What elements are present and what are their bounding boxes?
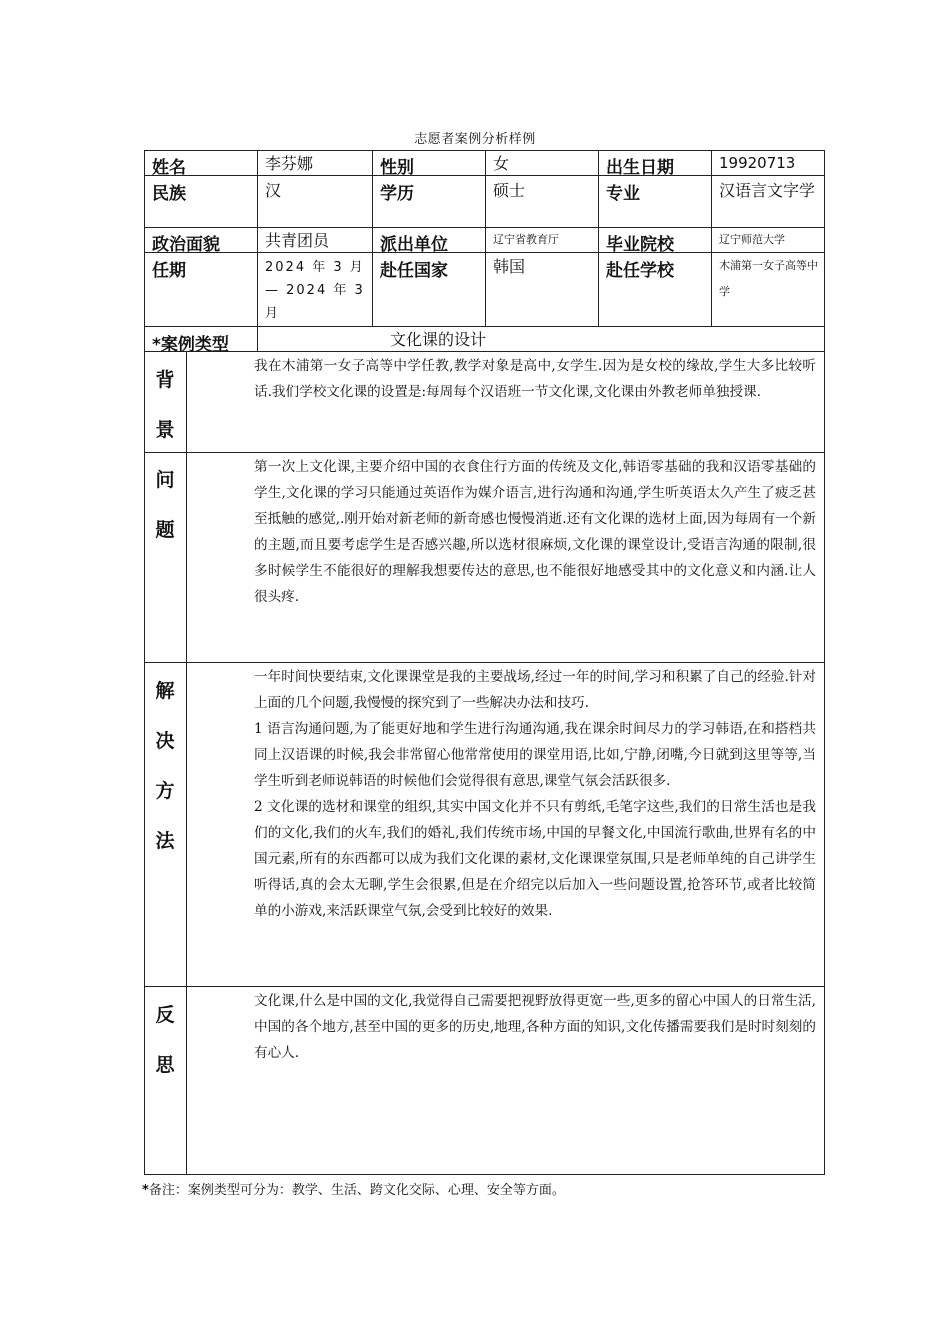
post-label: 赴任学校 — [606, 261, 674, 281]
education-label: 学历 — [380, 184, 414, 204]
term-label: 任期 — [152, 261, 186, 281]
major-label: 专业 — [606, 184, 640, 204]
gender-value: 女 — [493, 154, 510, 173]
name-label: 姓名 — [152, 158, 186, 178]
name-value: 李芬娜 — [265, 154, 314, 173]
country-label: 赴任国家 — [380, 261, 448, 281]
birth-value: 19920713 — [719, 154, 796, 172]
school-value: 辽宁师范大学 — [719, 233, 785, 246]
major-value: 汉语言文字学 — [719, 181, 816, 200]
political-label: 政治面貌 — [152, 235, 220, 255]
reflection-heading: 反 思 — [155, 1004, 175, 1076]
solution-text: 一年时间快要结束,文化课课堂是我的主要战场,经过一年的时间,学习和积累了自己的经验.针对上面的几个问题,我慢慢的探究到了一些解决办法和技巧. 1 语言沟通问题,为了能更好地和学生进行沟通沟通,我在课余时间尽力的学习韩语,在和搭档共同上汉语课的时候,我会非常留心他常常使用的课堂用语,比如,宁静,闭嘴,今日就到这里等等,当学生听到老师说韩语的时候他们会觉得很有意思,课堂气氛会活跃很多. 2 文化课的选材和课堂的组织,其实中国文化并不只有剪纸,毛笔字这些,我们的日常生活也是我们的文化,我们的火车,我们的婚礼,我们传统市场,中国的早餐文化,中国流行歌曲,世界有名的中国元素,所有的东西都可以成为我们文化课的素材,文化课课堂氛围,只是老师单纯的自己讲学生听得话,真的会太无聊,学生会很累,但是在介绍完以后加入一些问题设置,抢答环节,或者比较简单的小游戏,来活跃课堂气氛,会受到比较好的效果. — [254, 669, 816, 919]
term-value: 2024 年 3 月 — 2024 年 3 月 — [265, 260, 365, 321]
ethnic-label: 民族 — [152, 184, 186, 204]
case-type-value: 文化课的设计 — [390, 330, 487, 349]
background-heading: 背 景 — [155, 369, 175, 441]
page-title: 志愿者案例分析样例 — [414, 132, 536, 147]
education-value: 硕士 — [493, 181, 526, 200]
country-value: 韩国 — [493, 257, 526, 276]
background-text: 我在木浦第一女子高等中学任教,教学对象是高中,女学生.因为是女校的缘故,学生大多比较听话.我们学校文化课的设置是:每周每个汉语班一节文化课,文化课由外教老师单独授课. — [254, 358, 816, 400]
birth-label: 出生日期 — [606, 158, 674, 178]
ethnic-value: 汉 — [265, 181, 282, 200]
solution-heading: 解 决 方 法 — [155, 680, 175, 852]
political-value: 共青团员 — [265, 231, 330, 250]
footnote: *备注：案例类型可分为：教学、生活、跨文化交际、心理、安全等方面。 — [142, 1183, 565, 1198]
case-type-label: *案例类型 — [152, 335, 229, 355]
gender-label: 性别 — [380, 158, 414, 178]
dispatch-value: 辽宁省教育厅 — [493, 233, 559, 246]
post-value: 木浦第一女子高等中学 — [719, 259, 818, 298]
dispatch-label: 派出单位 — [380, 235, 448, 255]
school-label: 毕业院校 — [606, 235, 674, 255]
problem-text: 第一次上文化课,主要介绍中国的衣食住行方面的传统及文化,韩语零基础的我和汉语零基础的学生,文化课的学习只能通过英语作为媒介语言,进行沟通和沟通,学生听英语太久产生了疲乏甚至抵触的感觉,.刚开始对新老师的新奇感也慢慢消逝.还有文化课的选材上面,因为每周有一个新的主题,而且要考虑学生是否感兴趣,所以选材很麻烦,文化课的课堂设计,受语言沟通的限制,很多时候学生不能很好的理解我想要传达的意思,也不能很好地感受其中的文化意义和内涵.让人很头疼. — [254, 459, 816, 605]
problem-heading: 问 题 — [155, 469, 175, 541]
reflection-text: 文化课,什么是中国的文化,我觉得自己需要把视野放得更宽一些,更多的留心中国人的日常生活,中国的各个地方,甚至中国的更多的历史,地理,各种方面的知识,文化传播需要我们是时时刻刻的有心人. — [254, 993, 816, 1061]
